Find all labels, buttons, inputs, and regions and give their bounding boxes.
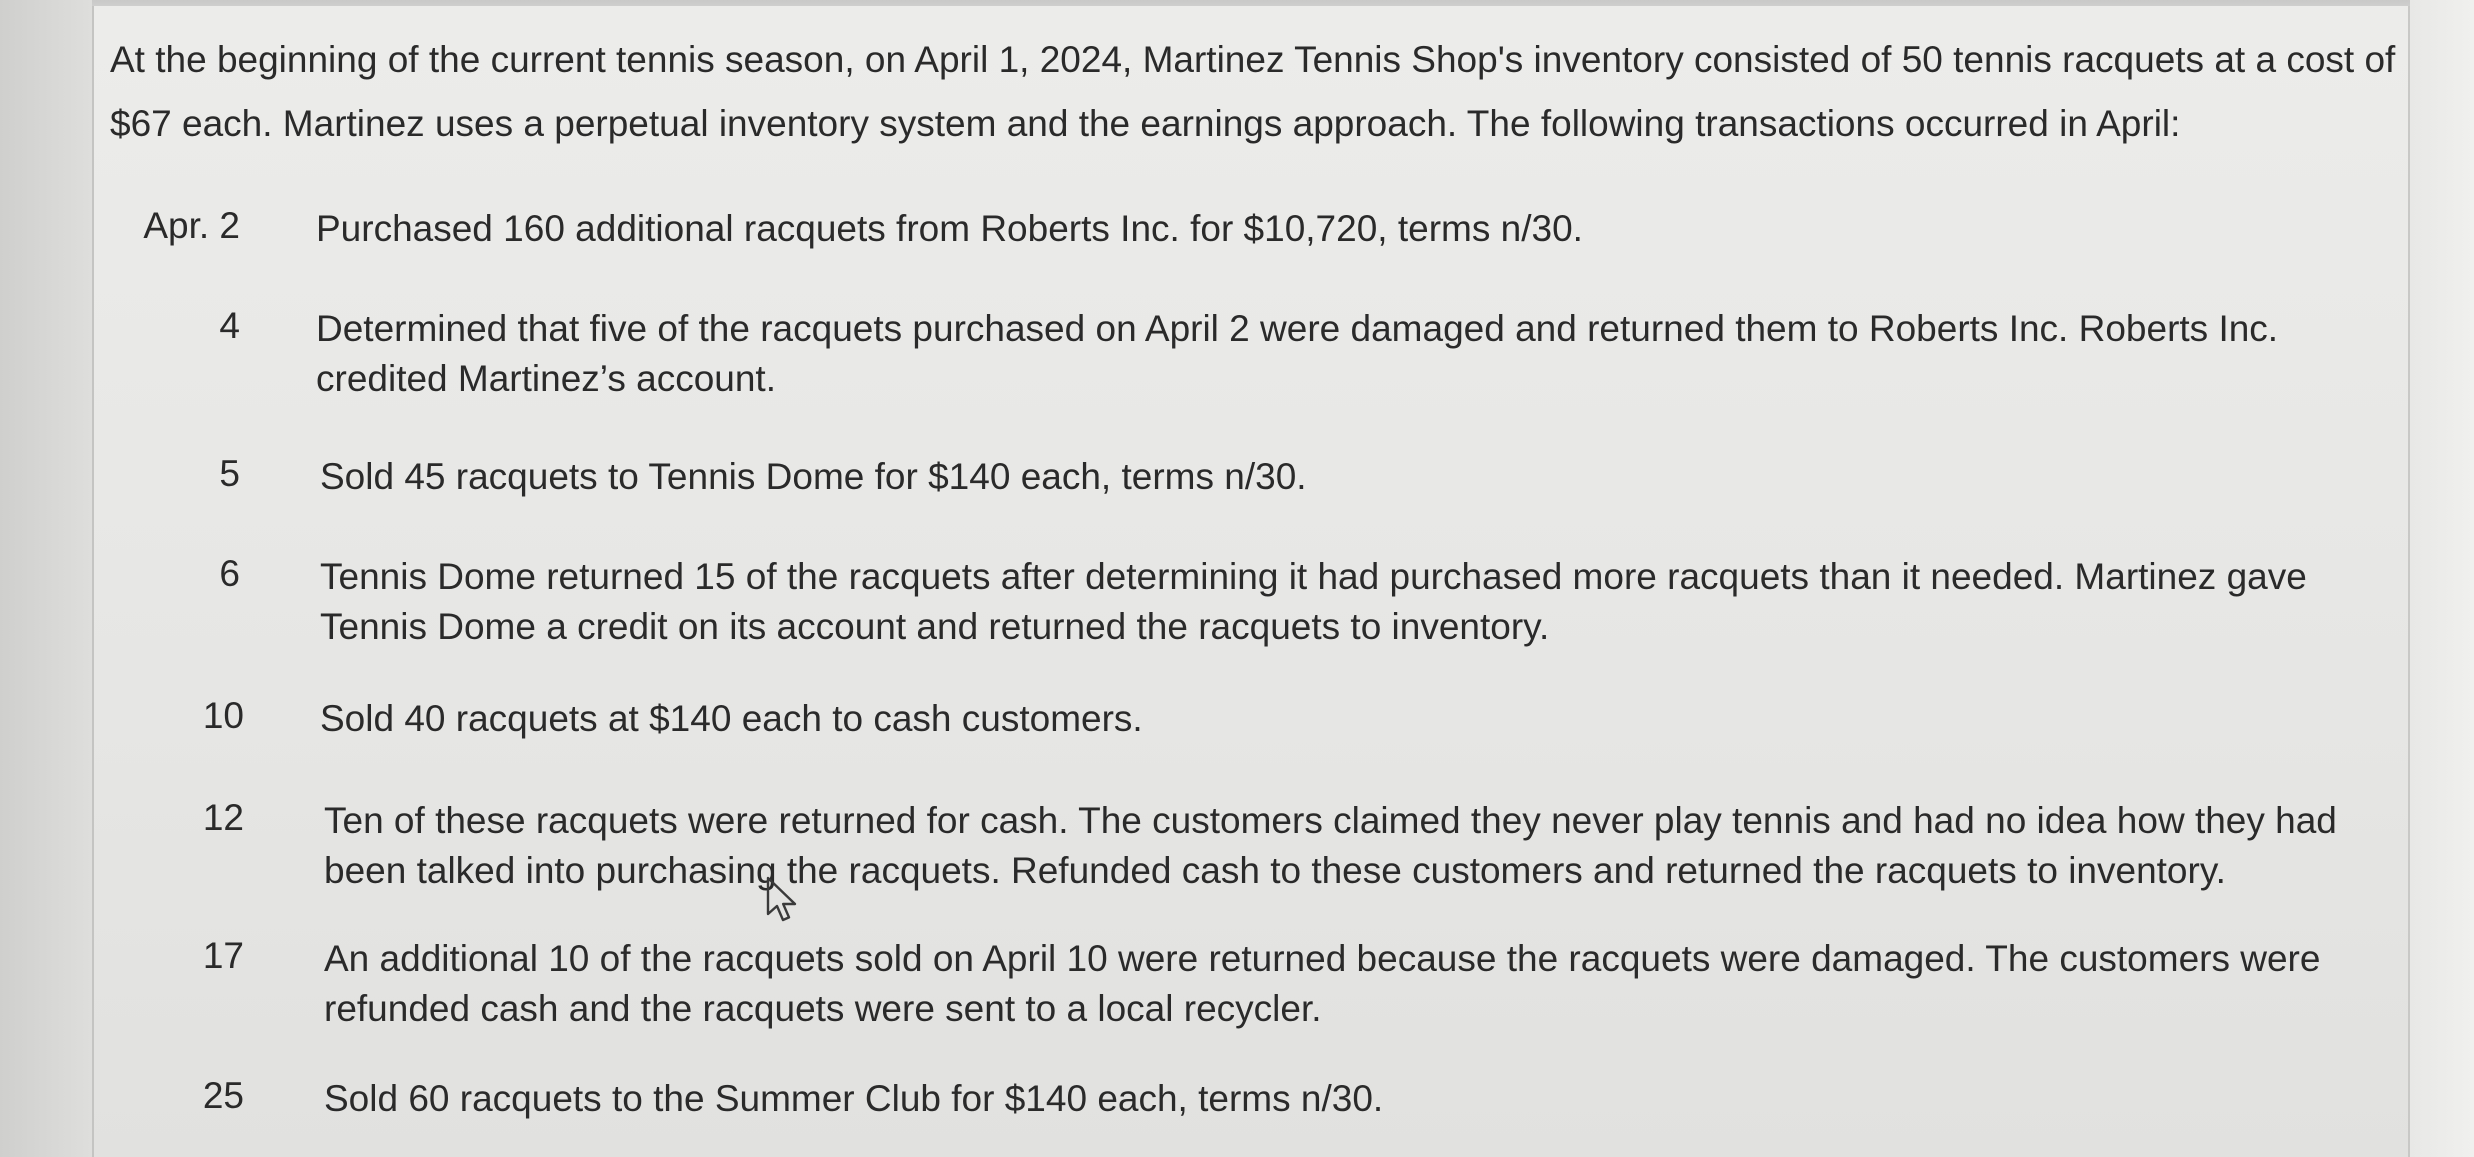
transaction-description: Determined that five of the racquets purchased on April 2 were damaged and returned them to Roberts Inc. Roberts Inc. credited Martinez’s account. xyxy=(316,308,2279,399)
transaction-date: 17 xyxy=(202,935,244,976)
mouse-pointer-icon xyxy=(764,876,804,924)
transaction-date: 4 xyxy=(219,305,240,346)
transaction-date: 5 xyxy=(219,453,240,494)
transaction-description: Sold 40 racquets at $140 each to cash customers. xyxy=(320,698,1143,739)
transaction-description: Purchased 160 additional racquets from Roberts Inc. for $10,720, terms n/30. xyxy=(316,208,1583,249)
transaction-date: 12 xyxy=(202,797,244,838)
transaction-date: 25 xyxy=(202,1075,244,1116)
transaction-date: 10 xyxy=(202,695,244,736)
transaction-date: Apr. 2 xyxy=(143,205,240,246)
transaction-description: Sold 45 racquets to Tennis Dome for $140 each, terms n/30. xyxy=(320,456,1307,497)
transaction-description: Tennis Dome returned 15 of the racquets after determining it had purchased more racquets than it needed. Martinez gave Tennis Dome a credit on its account and returned the racquets to inventory. xyxy=(320,556,2307,647)
transaction-description: Ten of these racquets were returned for cash. The customers claimed they never play tennis and had no idea how they had been talked into purchasing the racquets. Refunded cash to these customers and returned the racquets to inventory. xyxy=(324,800,2337,891)
transaction-date: 6 xyxy=(219,553,240,594)
transaction-description: Sold 60 racquets to the Summer Club for $140 each, terms n/30. xyxy=(324,1078,1384,1119)
transaction-description: An additional 10 of the racquets sold on April 10 were returned because the racquets were damaged. The customers were refunded cash and the racquets were sent to a local recycler. xyxy=(324,938,2321,1029)
problem-intro: At the beginning of the current tennis season, on April 1, 2024, Martinez Tennis Shop's inventory consisted of 50 tennis racquets at a cost of $67 each. Martinez uses a perpetual inventory system and the earnings approach. The following transactions occurred in April: xyxy=(110,39,2396,144)
